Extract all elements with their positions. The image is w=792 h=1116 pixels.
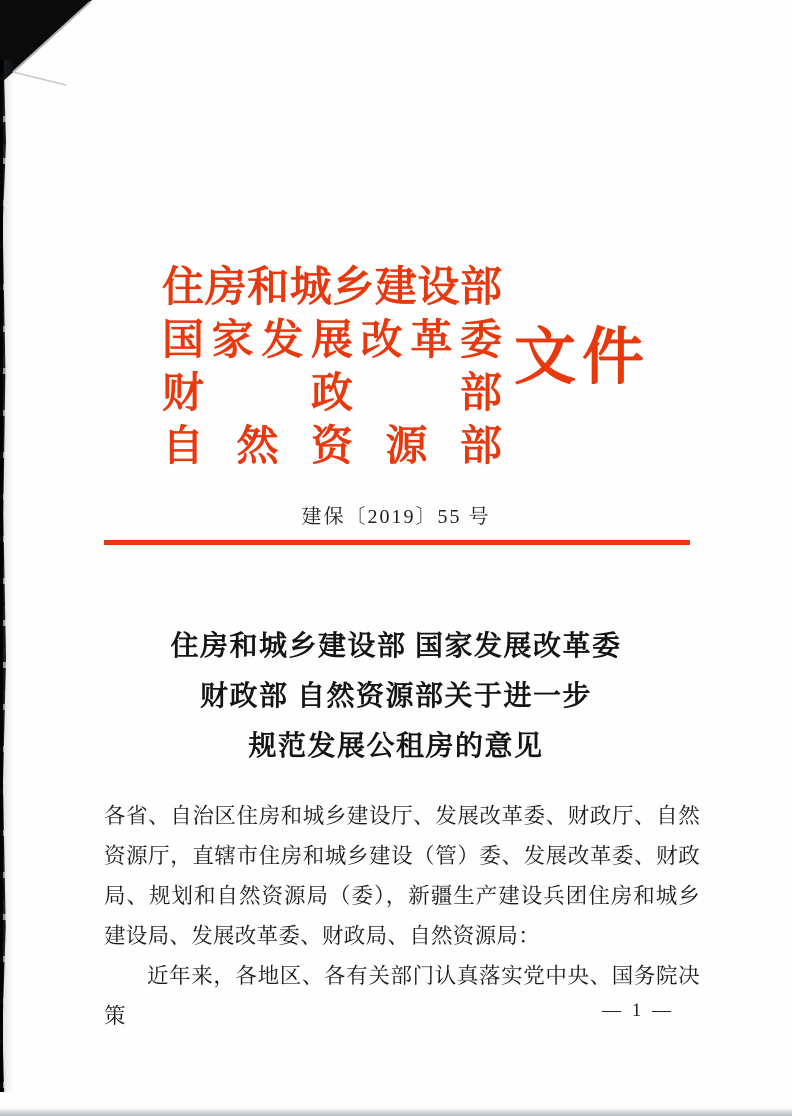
agency-name: 住房和城乡建设部 bbox=[162, 265, 502, 311]
page-number: — 1 — bbox=[602, 1000, 674, 1021]
red-divider-line bbox=[104, 540, 690, 545]
scan-bottom-edge-shadow bbox=[0, 1108, 792, 1116]
paragraph-intro: 近年来，各地区、各有关部门认真落实党中央、国务院决策 bbox=[104, 964, 700, 1028]
letterhead-agency-block bbox=[162, 262, 502, 474]
agency-name: 国家发展改革委 bbox=[162, 318, 502, 364]
agency-name: 自然资源部 bbox=[162, 424, 502, 470]
agency-name: 财政部 bbox=[162, 371, 502, 417]
scan-corner-artifact bbox=[0, 0, 110, 100]
title-line: 财政部 自然资源部关于进一步 bbox=[199, 681, 592, 712]
paragraph-addressees: 各省、自治区住房和城乡建设厅、发展改革委、财政厅、自然资源厅，直辖市住房和城乡建设（管）委、发展改革委、财政局、规划和自然资源局（委），新疆生产建设兵团住房和城乡建设局、发展改革委、财政局、自然资源局： bbox=[104, 804, 700, 948]
document-reference-number: 建保〔2019〕55 号 bbox=[301, 506, 491, 528]
letterhead-document-label: 文件 bbox=[514, 324, 651, 392]
document-title bbox=[0, 622, 792, 772]
title-line: 住房和城乡建设部 国家发展改革委 bbox=[170, 631, 622, 662]
title-line: 规范发展公租房的意见 bbox=[248, 731, 544, 762]
